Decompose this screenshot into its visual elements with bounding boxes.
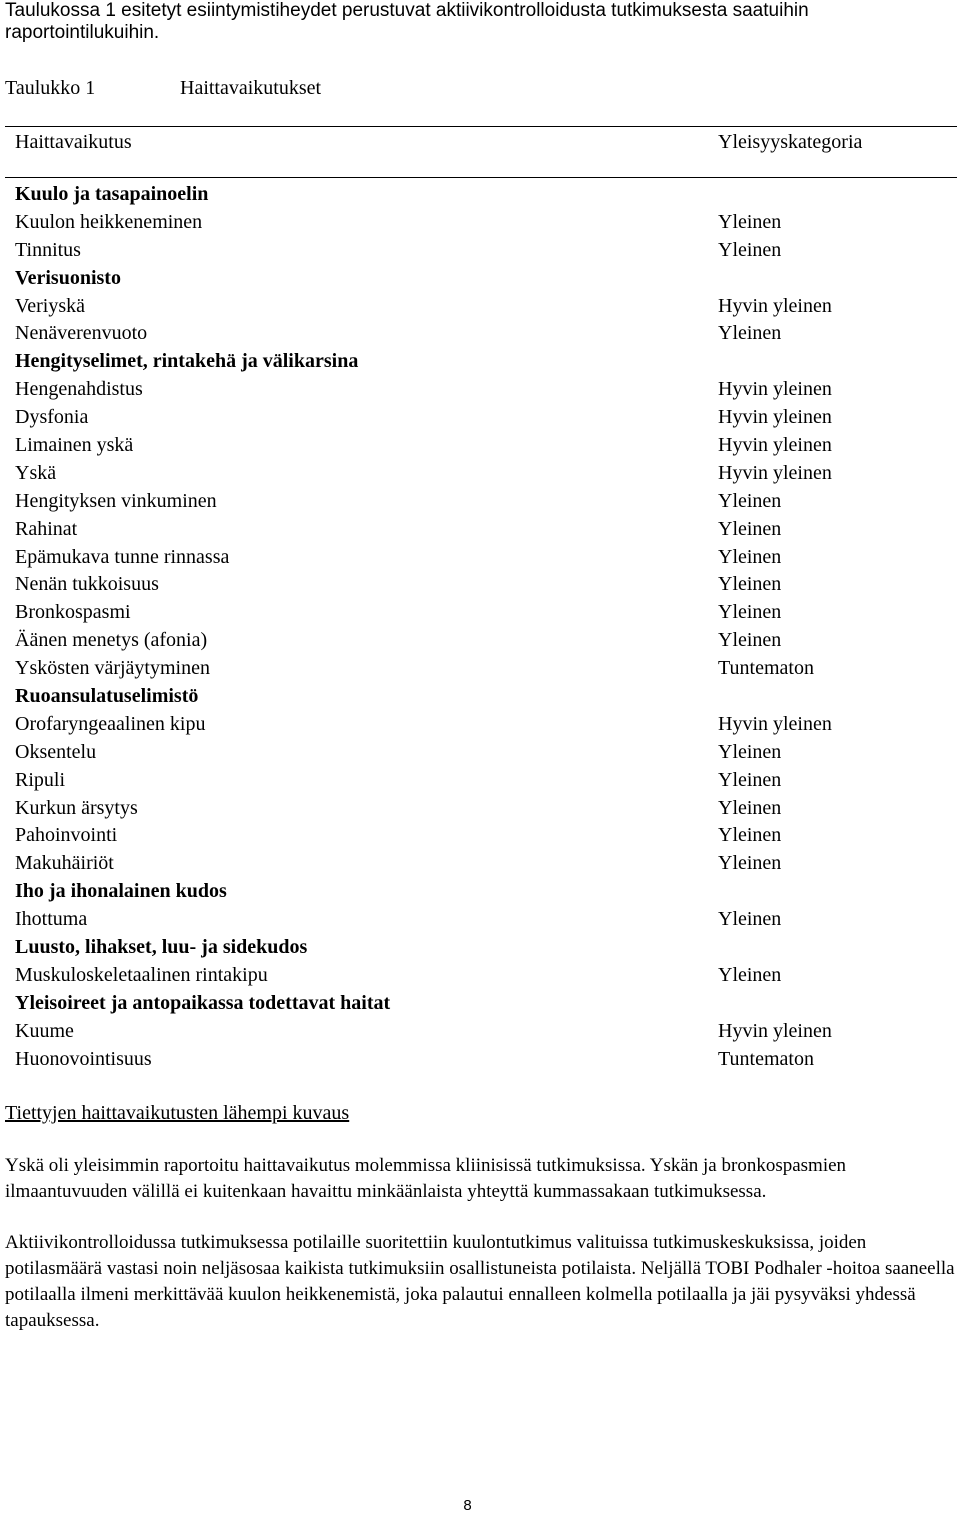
table-category-row: [15, 879, 955, 907]
table-row: [15, 405, 955, 433]
frequency-value: Yleinen: [718, 852, 782, 875]
table-row: [15, 461, 955, 489]
category-label: Luusto, lihakset, luu- ja sidekudos: [15, 936, 308, 959]
frequency-value: Hyvin yleinen: [718, 1019, 832, 1042]
adverse-effect-label: Muskuloskeletaalinen rintakipu: [15, 963, 268, 986]
table-row: [15, 963, 955, 991]
intro-text: Taulukossa 1 esitetyt esiintymistiheydet perustuvat aktiivikontrolloidusta tutkimuksesta saatuihin raportointilukuihin.: [5, 0, 809, 43]
table-category-row: [15, 266, 955, 294]
table-row: [15, 796, 955, 824]
adverse-effect-label: Kuulon heikkeneminen: [15, 210, 203, 233]
frequency-value: Yleinen: [718, 489, 782, 512]
table-row: [15, 238, 955, 266]
header-frequency-category: Yleisyyskategoria: [718, 131, 863, 153]
adverse-effect-label: Ihottuma: [15, 908, 88, 931]
frequency-value: Yleinen: [718, 601, 782, 624]
adverse-effect-label: Hengityksen vinkuminen: [15, 489, 217, 512]
table-category-row: [15, 991, 955, 1019]
category-label: Yleisoireet ja antopaikassa todettavat haitat: [15, 991, 391, 1014]
frequency-value: Hyvin yleinen: [718, 378, 832, 401]
details-paragraph-2: Aktiivikontrolloidussa tutkimuksessa potilaille suoritettiin kuulontutkimus valituissa tutkimuskeskuksissa, joiden potilasmäärä vastasi noin neljäsosaa kaikista tutkimuksiin osallistuneista potilaista. Neljällä TOBI Podhaler -hoitoa saaneella potilaalla ilmeni merkittävää kuulon heikkenemistä, joka palautui ennalleen kolmella potilaalla ja jäi pysyväksi yhdessä tapauksessa.: [5, 1232, 955, 1331]
adverse-effect-label: Yskä: [15, 461, 57, 484]
frequency-value: Yleinen: [718, 908, 782, 931]
category-label: Ruoansulatuselimistö: [15, 685, 199, 708]
details-heading: Tiettyjen haittavaikutusten lähempi kuvaus: [5, 1102, 350, 1124]
table-row: [15, 489, 955, 517]
adverse-effect-label: Kurkun ärsytys: [15, 796, 138, 819]
adverse-effect-label: Kuume: [15, 1019, 74, 1042]
frequency-value: Yleinen: [718, 573, 782, 596]
frequency-value: Yleinen: [718, 740, 782, 763]
page-number: 8: [463, 1497, 472, 1514]
table-header: [15, 131, 955, 155]
table-header-rule: [5, 177, 957, 178]
frequency-value: Hyvin yleinen: [718, 406, 832, 429]
frequency-value: Tuntematon: [718, 657, 814, 680]
adverse-effect-label: Pahoinvointi: [15, 824, 118, 847]
table-row: [15, 572, 955, 600]
table-row: [15, 210, 955, 238]
adverse-effect-label: Hengenahdistus: [15, 378, 143, 401]
category-label: Kuulo ja tasapainoelin: [15, 183, 209, 205]
frequency-value: Hyvin yleinen: [718, 461, 832, 484]
table-category-row: [15, 935, 955, 963]
table-body: [15, 182, 955, 1075]
table-row: [15, 545, 955, 573]
header-adverse-effect: Haittavaikutus: [15, 131, 132, 153]
frequency-value: Yleinen: [718, 629, 782, 652]
table-row: [15, 628, 955, 656]
adverse-effect-label: Nenäverenvuoto: [15, 322, 148, 345]
details-section: [5, 1100, 955, 1359]
adverse-effect-label: Orofaryngeaalinen kipu: [15, 712, 206, 735]
frequency-value: Yleinen: [718, 796, 782, 819]
adverse-effect-label: Huonovointisuus: [15, 1047, 152, 1070]
frequency-value: Hyvin yleinen: [718, 294, 832, 317]
category-label: Iho ja ihonalainen kudos: [15, 880, 227, 903]
category-label: Verisuonisto: [15, 266, 121, 289]
table-row: [15, 823, 955, 851]
adverse-effect-label: Bronkospasmi: [15, 601, 131, 624]
table-row: [15, 768, 955, 796]
adverse-effect-label: Rahinat: [15, 517, 78, 540]
table-row: [15, 321, 955, 349]
frequency-value: Yleinen: [718, 963, 782, 986]
table-row: [15, 656, 955, 684]
table-top-rule: [5, 126, 957, 127]
adverse-effect-label: Ripuli: [15, 768, 66, 791]
table-row: [15, 907, 955, 935]
table-row: [15, 1019, 955, 1047]
details-paragraph-1: Yskä oli yleisimmin raportoitu haittavaikutus molemmissa kliinisissä tutkimuksissa. Yskän ja bronkospasmien ilmaantuvuuden välillä ei kuitenkaan havaittu minkäänlaista yhteyttä kummassakaan tutkimuksessa.: [5, 1155, 847, 1202]
table-row: [15, 1047, 955, 1075]
table-row: [15, 377, 955, 405]
adverse-effect-label: Makuhäiriöt: [15, 852, 114, 875]
adverse-effect-label: Dysfonia: [15, 406, 89, 429]
category-label: Hengityselimet, rintakehä ja välikarsina: [15, 350, 359, 373]
frequency-value: Yleinen: [718, 322, 782, 345]
frequency-value: Yleinen: [718, 545, 782, 568]
table-category-row: [15, 349, 955, 377]
table-row: [15, 740, 955, 768]
frequency-value: Yleinen: [718, 768, 782, 791]
table-row: [15, 294, 955, 322]
frequency-value: Yleinen: [718, 824, 782, 847]
adverse-effect-label: Nenän tukkoisuus: [15, 573, 159, 596]
frequency-value: Hyvin yleinen: [718, 712, 832, 735]
frequency-value: Yleinen: [718, 210, 782, 233]
frequency-value: Yleinen: [718, 238, 782, 261]
adverse-effect-label: Epämukava tunne rinnassa: [15, 545, 230, 568]
table-row: [15, 712, 955, 740]
adverse-effect-label: Veriyskä: [15, 294, 85, 317]
adverse-effect-label: Limainen yskä: [15, 434, 134, 457]
table-caption-number: Taulukko 1: [5, 77, 96, 99]
table-row: [15, 851, 955, 879]
table-row: [15, 600, 955, 628]
table-category-row: [15, 684, 955, 712]
frequency-value: Tuntematon: [718, 1047, 814, 1070]
table-caption-title: Haittavaikutukset: [180, 77, 322, 99]
frequency-value: Yleinen: [718, 517, 782, 540]
frequency-value: Hyvin yleinen: [718, 434, 832, 457]
table-row: [15, 517, 955, 545]
table-row: [15, 433, 955, 461]
adverse-effect-label: Yskösten värjäytyminen: [15, 657, 210, 680]
adverse-effect-label: Tinnitus: [15, 238, 81, 261]
adverse-effect-label: Äänen menetys (afonia): [15, 629, 208, 652]
table-category-row: [15, 182, 955, 210]
adverse-effect-label: Oksentelu: [15, 740, 97, 763]
